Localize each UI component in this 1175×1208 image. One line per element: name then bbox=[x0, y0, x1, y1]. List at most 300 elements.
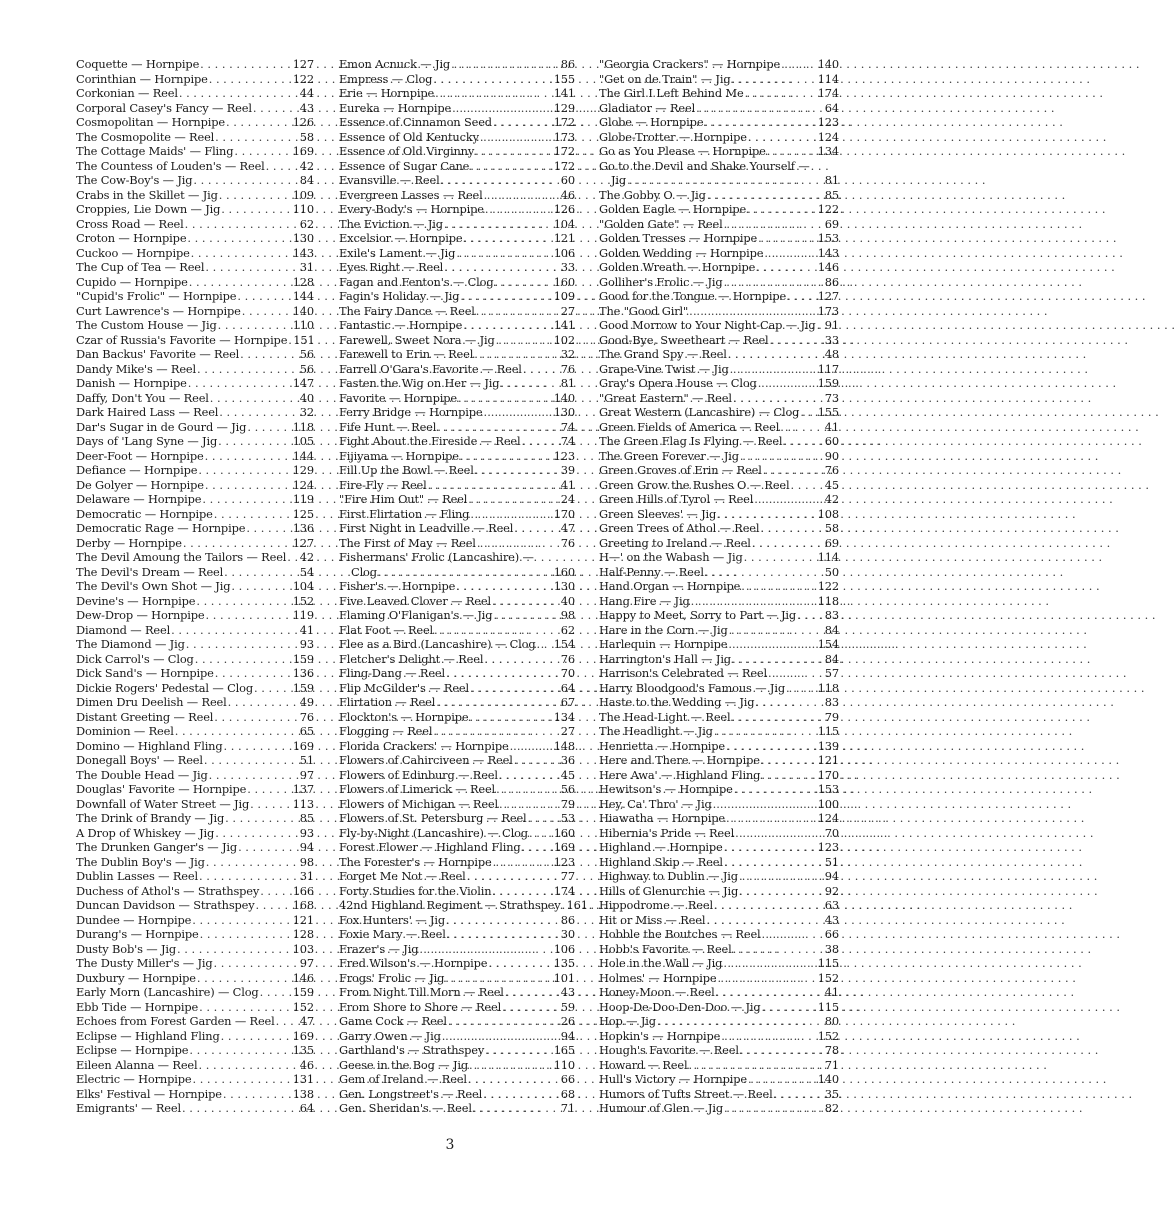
dot-leader bbox=[206, 855, 299, 870]
tune-title: Hills of Glenurchie — Jig bbox=[599, 883, 739, 898]
dot-leader bbox=[724, 1101, 824, 1116]
tune-page-number: 155 bbox=[553, 71, 575, 86]
index-entry bbox=[76, 724, 314, 739]
tune-page-number: 155 bbox=[817, 405, 839, 419]
dot-leader bbox=[188, 376, 292, 391]
tune-title: Gen. Longstreet's — Reel bbox=[339, 1086, 483, 1101]
dot-leader bbox=[514, 521, 560, 536]
dot-leader bbox=[428, 478, 560, 493]
tune-title: Devine's — Hornpipe bbox=[76, 593, 196, 608]
tune-page-number: 94 bbox=[299, 840, 314, 854]
tune-page-number: 62 bbox=[299, 216, 314, 231]
dot-leader bbox=[218, 434, 292, 449]
tune-title: Highland — Hornpipe bbox=[599, 840, 723, 854]
index-entry bbox=[76, 681, 314, 696]
tune-title: Dimen Dru Deelish — Reel bbox=[76, 695, 227, 709]
index-entry bbox=[339, 101, 575, 116]
dot-leader bbox=[204, 753, 299, 768]
tune-page-number: 46 bbox=[299, 1057, 314, 1072]
index-entry bbox=[599, 985, 839, 1000]
tune-page-number: 65 bbox=[299, 724, 314, 738]
index-entry bbox=[599, 434, 839, 449]
dot-leader bbox=[215, 130, 299, 145]
dot-leader bbox=[724, 217, 824, 232]
dot-leader bbox=[195, 652, 292, 667]
tune-title: Farewell to Erin — Reel bbox=[339, 347, 474, 361]
tune-page-number: 130 bbox=[553, 579, 575, 593]
dot-leader bbox=[436, 695, 560, 710]
dot-leader bbox=[691, 594, 817, 609]
tune-title: Flee as a Bird (Lancashire) — Clog bbox=[339, 637, 536, 651]
index-entry bbox=[599, 594, 839, 609]
dot-leader bbox=[475, 463, 560, 478]
dot-leader bbox=[467, 869, 560, 884]
index-entry bbox=[339, 507, 575, 522]
dot-leader bbox=[452, 101, 553, 116]
tune-title: Excelsior — Hornpipe bbox=[339, 231, 463, 245]
index-entry bbox=[599, 304, 839, 319]
tune-page-number: 46 bbox=[560, 187, 575, 202]
dot-leader bbox=[225, 811, 299, 826]
index-entry bbox=[339, 1101, 575, 1116]
tune-page-number: 42 bbox=[299, 550, 314, 564]
dot-leader bbox=[726, 739, 817, 754]
tune-title: Good for the Tongue — Hornpipe bbox=[599, 289, 787, 303]
index-entry bbox=[599, 362, 839, 377]
index-entry bbox=[76, 579, 314, 594]
dot-leader bbox=[206, 608, 292, 623]
tune-title: Green Fields of America — Reel bbox=[599, 419, 780, 434]
tune-title: Half-Penny — Reel bbox=[599, 564, 704, 579]
tune-page-number: 45 bbox=[824, 477, 839, 492]
index-entry bbox=[599, 405, 839, 420]
tune-page-number: 140 bbox=[292, 303, 314, 318]
tune-title: Dick Carrol's — Clog bbox=[76, 651, 194, 666]
tune-title: Hough's Favorite — Reel bbox=[599, 1043, 739, 1057]
tune-page-number: 122 bbox=[817, 202, 839, 216]
dot-leader bbox=[485, 202, 553, 217]
tune-title: Fasten the Wig on Her — Jig bbox=[339, 376, 500, 390]
tune-title: 42nd Highland Regiment — Strathspey bbox=[339, 898, 561, 912]
dot-leader bbox=[495, 275, 553, 290]
tune-title: Harry Bloodgood's Famous — Jig bbox=[599, 680, 785, 695]
dot-leader bbox=[716, 985, 824, 1000]
tune-page-number: 31 bbox=[299, 869, 314, 883]
tune-page-number: 159 bbox=[292, 985, 314, 999]
dot-leader bbox=[488, 956, 552, 971]
tune-page-number: 66 bbox=[824, 927, 839, 941]
tune-title: The Double Head — Jig bbox=[76, 767, 208, 782]
index-entry bbox=[76, 608, 314, 623]
index-entry bbox=[339, 971, 575, 986]
tune-title: The Fairy Dance — Reel bbox=[339, 303, 475, 318]
tune-title: The Headlight — Jig bbox=[599, 724, 713, 738]
tune-page-number: 97 bbox=[299, 956, 314, 970]
tune-page-number: 32 bbox=[299, 405, 314, 419]
tune-page-number: 110 bbox=[292, 318, 314, 332]
tune-page-number: 42 bbox=[824, 492, 839, 506]
tune-title: Hare in the Corn — Jig bbox=[599, 622, 728, 637]
index-entry bbox=[339, 86, 575, 101]
index-entry bbox=[339, 275, 575, 290]
index-entry bbox=[76, 840, 314, 855]
index-entry bbox=[76, 173, 314, 188]
tune-title: Great Western (Lancashire) — Clog bbox=[599, 405, 800, 419]
dot-leader bbox=[696, 101, 824, 116]
index-column-1 bbox=[76, 57, 314, 1116]
tune-title: Gladiator — Reel bbox=[599, 100, 696, 115]
index-entry bbox=[599, 115, 839, 130]
dot-leader bbox=[739, 869, 824, 884]
tune-title: Donegall Boys' — Reel bbox=[76, 753, 203, 767]
index-entry bbox=[339, 942, 575, 957]
tune-page-number: 173 bbox=[553, 129, 575, 144]
tune-title: Holmes' — Hornpipe bbox=[599, 970, 717, 985]
tune-title: Frogs' Frolic — Jig bbox=[339, 970, 445, 985]
tune-title: Dan Backus' Favorite — Reel bbox=[76, 347, 240, 361]
index-entry bbox=[76, 188, 314, 203]
tune-title: Ferry Bridge — Hornpipe bbox=[339, 405, 483, 419]
tune-page-number: 100 bbox=[817, 796, 839, 811]
index-entry bbox=[76, 826, 314, 841]
tune-title: Duncan Davidson — Strathspey bbox=[76, 898, 255, 912]
tune-page-number: 102 bbox=[553, 332, 575, 347]
dot-leader bbox=[200, 57, 292, 72]
index-entry bbox=[339, 115, 575, 130]
dot-leader bbox=[717, 971, 816, 986]
index-entry bbox=[76, 913, 314, 928]
tune-title: Croton — Hornpipe bbox=[76, 231, 187, 245]
tune-title: Good-Bye, Sweetheart — Reel bbox=[599, 332, 769, 347]
dot-leader bbox=[739, 884, 824, 899]
dot-leader bbox=[175, 724, 299, 739]
dot-leader bbox=[528, 811, 560, 826]
index-entry bbox=[599, 1058, 839, 1073]
tune-page-number: 124 bbox=[292, 477, 314, 492]
dot-leader bbox=[214, 956, 299, 971]
tune-title: The Cottage Maids' — Fling bbox=[76, 144, 234, 158]
dot-leader bbox=[209, 768, 299, 783]
index-entry bbox=[76, 434, 314, 449]
index-entry bbox=[599, 231, 839, 246]
tune-title: Exile's Lament — Jig bbox=[339, 245, 456, 260]
index-entry bbox=[339, 956, 575, 971]
tune-title: H—' on the Wabash — Jig bbox=[599, 550, 743, 564]
index-entry bbox=[599, 1072, 839, 1087]
tune-title: Harrington's Hall — Jig bbox=[599, 651, 731, 666]
tune-title: Hobb's Favorite — Reel bbox=[599, 941, 732, 956]
tune-page-number: 47 bbox=[560, 521, 575, 535]
tune-title: Green Groves of Erin — Reel bbox=[599, 463, 762, 477]
index-entry bbox=[76, 101, 314, 116]
dot-leader bbox=[214, 507, 292, 522]
tune-title: Democratic — Hornpipe bbox=[76, 506, 213, 521]
dot-leader bbox=[741, 579, 817, 594]
dot-leader bbox=[735, 826, 824, 841]
dot-leader bbox=[752, 536, 824, 551]
index-entry bbox=[76, 275, 314, 290]
index-entry bbox=[599, 492, 839, 507]
dot-leader bbox=[492, 884, 552, 899]
index-entry bbox=[339, 913, 575, 928]
tune-page-number: 160 bbox=[553, 825, 575, 840]
index-entry bbox=[599, 652, 839, 667]
tune-title: The Cup of Tea — Reel bbox=[76, 260, 205, 274]
index-entry bbox=[339, 608, 575, 623]
index-entry bbox=[599, 768, 839, 783]
tune-page-number: 60 bbox=[560, 173, 575, 187]
dot-leader bbox=[199, 869, 299, 884]
tune-page-number: 84 bbox=[824, 622, 839, 637]
dot-leader bbox=[717, 507, 817, 522]
tune-title: Essence of Old Virginny bbox=[339, 144, 475, 158]
index-entry bbox=[76, 492, 314, 507]
index-entry bbox=[339, 1087, 575, 1102]
dot-leader bbox=[231, 579, 291, 594]
tune-title: Hippodrome — Reel bbox=[599, 898, 713, 912]
dot-leader bbox=[758, 231, 817, 246]
dot-leader bbox=[266, 159, 299, 174]
index-entry bbox=[339, 1072, 575, 1087]
dot-leader bbox=[221, 1029, 292, 1044]
tune-page-number: 71 bbox=[560, 1101, 575, 1115]
index-entry bbox=[339, 869, 575, 884]
tune-title: Grape-Vine Twist — Jig bbox=[599, 361, 729, 376]
tune-page-number: 109 bbox=[553, 289, 575, 303]
index-entry bbox=[599, 913, 839, 928]
index-entry bbox=[339, 188, 575, 203]
tune-page-number: 56 bbox=[299, 347, 314, 361]
tune-page-number: 134 bbox=[817, 144, 839, 158]
dot-leader bbox=[562, 898, 566, 913]
tune-page-number: 169 bbox=[292, 1028, 314, 1043]
tune-title: The First of May — Reel bbox=[339, 535, 476, 550]
tune-title: Flowers of Cahirciveen — Reel bbox=[339, 753, 513, 767]
tune-title: Dandy Mike's — Reel bbox=[76, 361, 197, 376]
tune-page-number: 70 bbox=[560, 666, 575, 680]
tune-title: Erie — Hornpipe bbox=[339, 86, 435, 100]
index-entry bbox=[76, 289, 314, 304]
index-entry bbox=[599, 536, 839, 551]
dot-leader bbox=[493, 115, 553, 130]
tune-title: Honey-Moon — Reel bbox=[599, 985, 715, 999]
tune-title: Electric — Hornpipe bbox=[76, 1072, 192, 1086]
index-entry bbox=[76, 376, 314, 391]
tune-page-number: 48 bbox=[824, 347, 839, 361]
dot-leader bbox=[200, 927, 292, 942]
tune-page-number: 126 bbox=[553, 202, 575, 216]
tune-page-number: 137 bbox=[292, 782, 314, 796]
dot-leader bbox=[470, 681, 560, 696]
tune-page-number: 106 bbox=[553, 245, 575, 260]
index-entry bbox=[339, 289, 575, 304]
dot-leader bbox=[755, 695, 823, 710]
index-entry bbox=[599, 289, 839, 304]
dot-leader bbox=[445, 971, 552, 986]
index-entry bbox=[339, 536, 575, 551]
tune-page-number: 130 bbox=[292, 231, 314, 245]
tune-title: Gray's Opera House — Clog bbox=[599, 376, 757, 390]
dot-leader bbox=[745, 86, 817, 101]
tune-page-number: 118 bbox=[817, 593, 839, 608]
tune-title: The Devil Amoung the Tailors — Reel bbox=[76, 550, 287, 564]
index-entry bbox=[599, 1101, 839, 1116]
dot-leader bbox=[721, 1029, 816, 1044]
tune-page-number: 54 bbox=[299, 564, 314, 579]
tune-page-number: 172 bbox=[553, 158, 575, 173]
tune-page-number: 40 bbox=[560, 593, 575, 608]
tune-title: Harrison's Celebrated — Reel bbox=[599, 666, 768, 680]
index-entry bbox=[599, 130, 839, 145]
index-entry bbox=[76, 478, 314, 493]
index-entry bbox=[599, 971, 839, 986]
index-entry bbox=[76, 347, 314, 362]
tune-page-number: 74 bbox=[560, 419, 575, 434]
tune-page-number: 97 bbox=[299, 767, 314, 782]
index-entry bbox=[76, 449, 314, 464]
dot-leader bbox=[456, 579, 552, 594]
dot-leader bbox=[499, 797, 560, 812]
dot-leader bbox=[192, 913, 292, 928]
tune-title: Golliher's Frolic — Jig bbox=[599, 274, 723, 289]
tune-page-number: 124 bbox=[817, 129, 839, 144]
tune-title: Corkonian — Reel bbox=[76, 86, 178, 100]
index-entry bbox=[76, 536, 314, 551]
index-entry bbox=[339, 202, 575, 217]
dot-leader bbox=[724, 840, 817, 855]
tune-title: Eclipse — Hornpipe bbox=[76, 1043, 189, 1057]
tune-page-number: 41 bbox=[824, 419, 839, 434]
tune-title: Garthland's — Strathspey bbox=[339, 1043, 485, 1057]
index-entry bbox=[599, 202, 839, 217]
tune-title: Distant Greeting — Reel bbox=[76, 709, 214, 724]
tune-page-number: 159 bbox=[292, 680, 314, 695]
tune-page-number: 152 bbox=[817, 970, 839, 985]
index-entry bbox=[339, 463, 575, 478]
tune-title: Flowers of Michigan — Reel bbox=[339, 796, 499, 811]
tune-page-number: 30 bbox=[560, 927, 575, 941]
dot-leader bbox=[192, 1072, 291, 1087]
index-entry bbox=[76, 231, 314, 246]
index-entry bbox=[339, 1043, 575, 1058]
index-entry bbox=[76, 753, 314, 768]
index-entry bbox=[76, 202, 314, 217]
index-entry bbox=[599, 608, 839, 623]
index-entry bbox=[339, 782, 575, 797]
tune-page-number: 77 bbox=[560, 869, 575, 883]
tune-page-number: 127 bbox=[292, 535, 314, 550]
tune-title: Daffy, Don't You — Reel bbox=[76, 390, 209, 405]
tune-page-number: 79 bbox=[824, 709, 839, 724]
tune-title: Flat Foot — Reel bbox=[339, 622, 434, 637]
index-entry bbox=[339, 579, 575, 594]
dot-leader bbox=[768, 666, 824, 681]
tune-page-number: 114 bbox=[817, 71, 839, 86]
index-entry bbox=[76, 333, 314, 348]
index-entry bbox=[339, 710, 575, 725]
tune-title: Days of 'Lang Syne — Jig bbox=[76, 434, 218, 448]
tune-page-number: 76 bbox=[560, 535, 575, 550]
tune-page-number: 69 bbox=[824, 535, 839, 550]
index-entry bbox=[339, 840, 575, 855]
tune-page-number: 86 bbox=[560, 57, 575, 71]
tune-title: Fantastic — Hornpipe bbox=[339, 318, 463, 332]
dot-leader bbox=[202, 492, 291, 507]
tune-title: The Head-Light — Reel bbox=[599, 709, 731, 724]
index-entry bbox=[339, 739, 575, 754]
index-entry bbox=[339, 695, 575, 710]
tune-title: Hey, Ca' Thro' — Jig bbox=[599, 796, 712, 811]
dot-leader bbox=[260, 985, 292, 1000]
tune-title: Hewitson's — Hornpipe bbox=[599, 782, 733, 796]
dot-leader bbox=[733, 942, 824, 957]
index-entry bbox=[76, 695, 314, 710]
tune-title: Flockton's — Hornpipe bbox=[339, 709, 469, 724]
tune-page-number: 138 bbox=[292, 1086, 314, 1101]
tune-page-number: 126 bbox=[292, 115, 314, 129]
tune-page-number: 59 bbox=[560, 999, 575, 1014]
tune-title: The Custom House — Jig bbox=[76, 318, 217, 332]
dot-leader bbox=[706, 913, 823, 928]
dot-leader bbox=[485, 1043, 553, 1058]
tune-page-number: 144 bbox=[292, 289, 314, 303]
tune-title: Evergreen Lasses — Reel bbox=[339, 187, 483, 202]
tune-title: The Green Flag Is Flying — Reel bbox=[599, 434, 783, 448]
tune-page-number: 170 bbox=[553, 506, 575, 521]
dot-leader bbox=[762, 1000, 817, 1015]
tune-title: Harlequin — Hornpipe bbox=[599, 637, 728, 651]
dot-leader bbox=[444, 217, 553, 232]
tune-title: The Dublin Boy's — Jig bbox=[76, 854, 205, 869]
tune-page-number: 123 bbox=[553, 448, 575, 463]
tune-page-number: 110 bbox=[553, 1057, 575, 1072]
tune-page-number: 26 bbox=[560, 1014, 575, 1028]
dot-leader bbox=[171, 623, 299, 638]
dot-leader bbox=[434, 623, 560, 638]
tune-title: The Devil's Dream — Reel bbox=[76, 564, 224, 579]
dot-leader bbox=[492, 594, 560, 609]
tune-page-number: 85 bbox=[299, 811, 314, 825]
index-entry bbox=[599, 391, 839, 406]
tune-title: Forty Studies for the Violin bbox=[339, 883, 492, 898]
index-entry bbox=[599, 739, 839, 754]
tune-title: Golden Wreath — Hornpipe bbox=[599, 260, 756, 274]
index-entry bbox=[339, 1029, 575, 1044]
tune-page-number: 168 bbox=[292, 898, 314, 912]
tune-title: Fishermans' Frolic (Lancashire) — bbox=[339, 550, 534, 564]
tune-page-number: 154 bbox=[553, 637, 575, 651]
tune-page-number: 67 bbox=[560, 695, 575, 709]
tune-title: Golden Wedding — Hornpipe bbox=[599, 245, 764, 260]
tune-page-number: 128 bbox=[292, 927, 314, 941]
index-entry bbox=[339, 637, 575, 652]
tune-page-number: 86 bbox=[560, 912, 575, 927]
tune-title: Coquette — Hornpipe bbox=[76, 57, 200, 71]
dot-leader bbox=[724, 855, 824, 870]
tune-page-number: 170 bbox=[817, 767, 839, 782]
dot-leader bbox=[419, 942, 552, 957]
tune-page-number: 172 bbox=[553, 144, 575, 158]
dot-leader bbox=[234, 144, 291, 159]
dot-leader bbox=[215, 666, 292, 681]
tune-page-number: 51 bbox=[299, 753, 314, 767]
tune-title: Five Leaved Clover — Reel bbox=[339, 593, 491, 608]
tune-title: Hit or Miss — Reel bbox=[599, 912, 706, 927]
dot-leader bbox=[764, 246, 816, 261]
index-entry bbox=[599, 144, 839, 159]
dot-leader bbox=[182, 1101, 299, 1116]
index-entry bbox=[339, 246, 575, 261]
